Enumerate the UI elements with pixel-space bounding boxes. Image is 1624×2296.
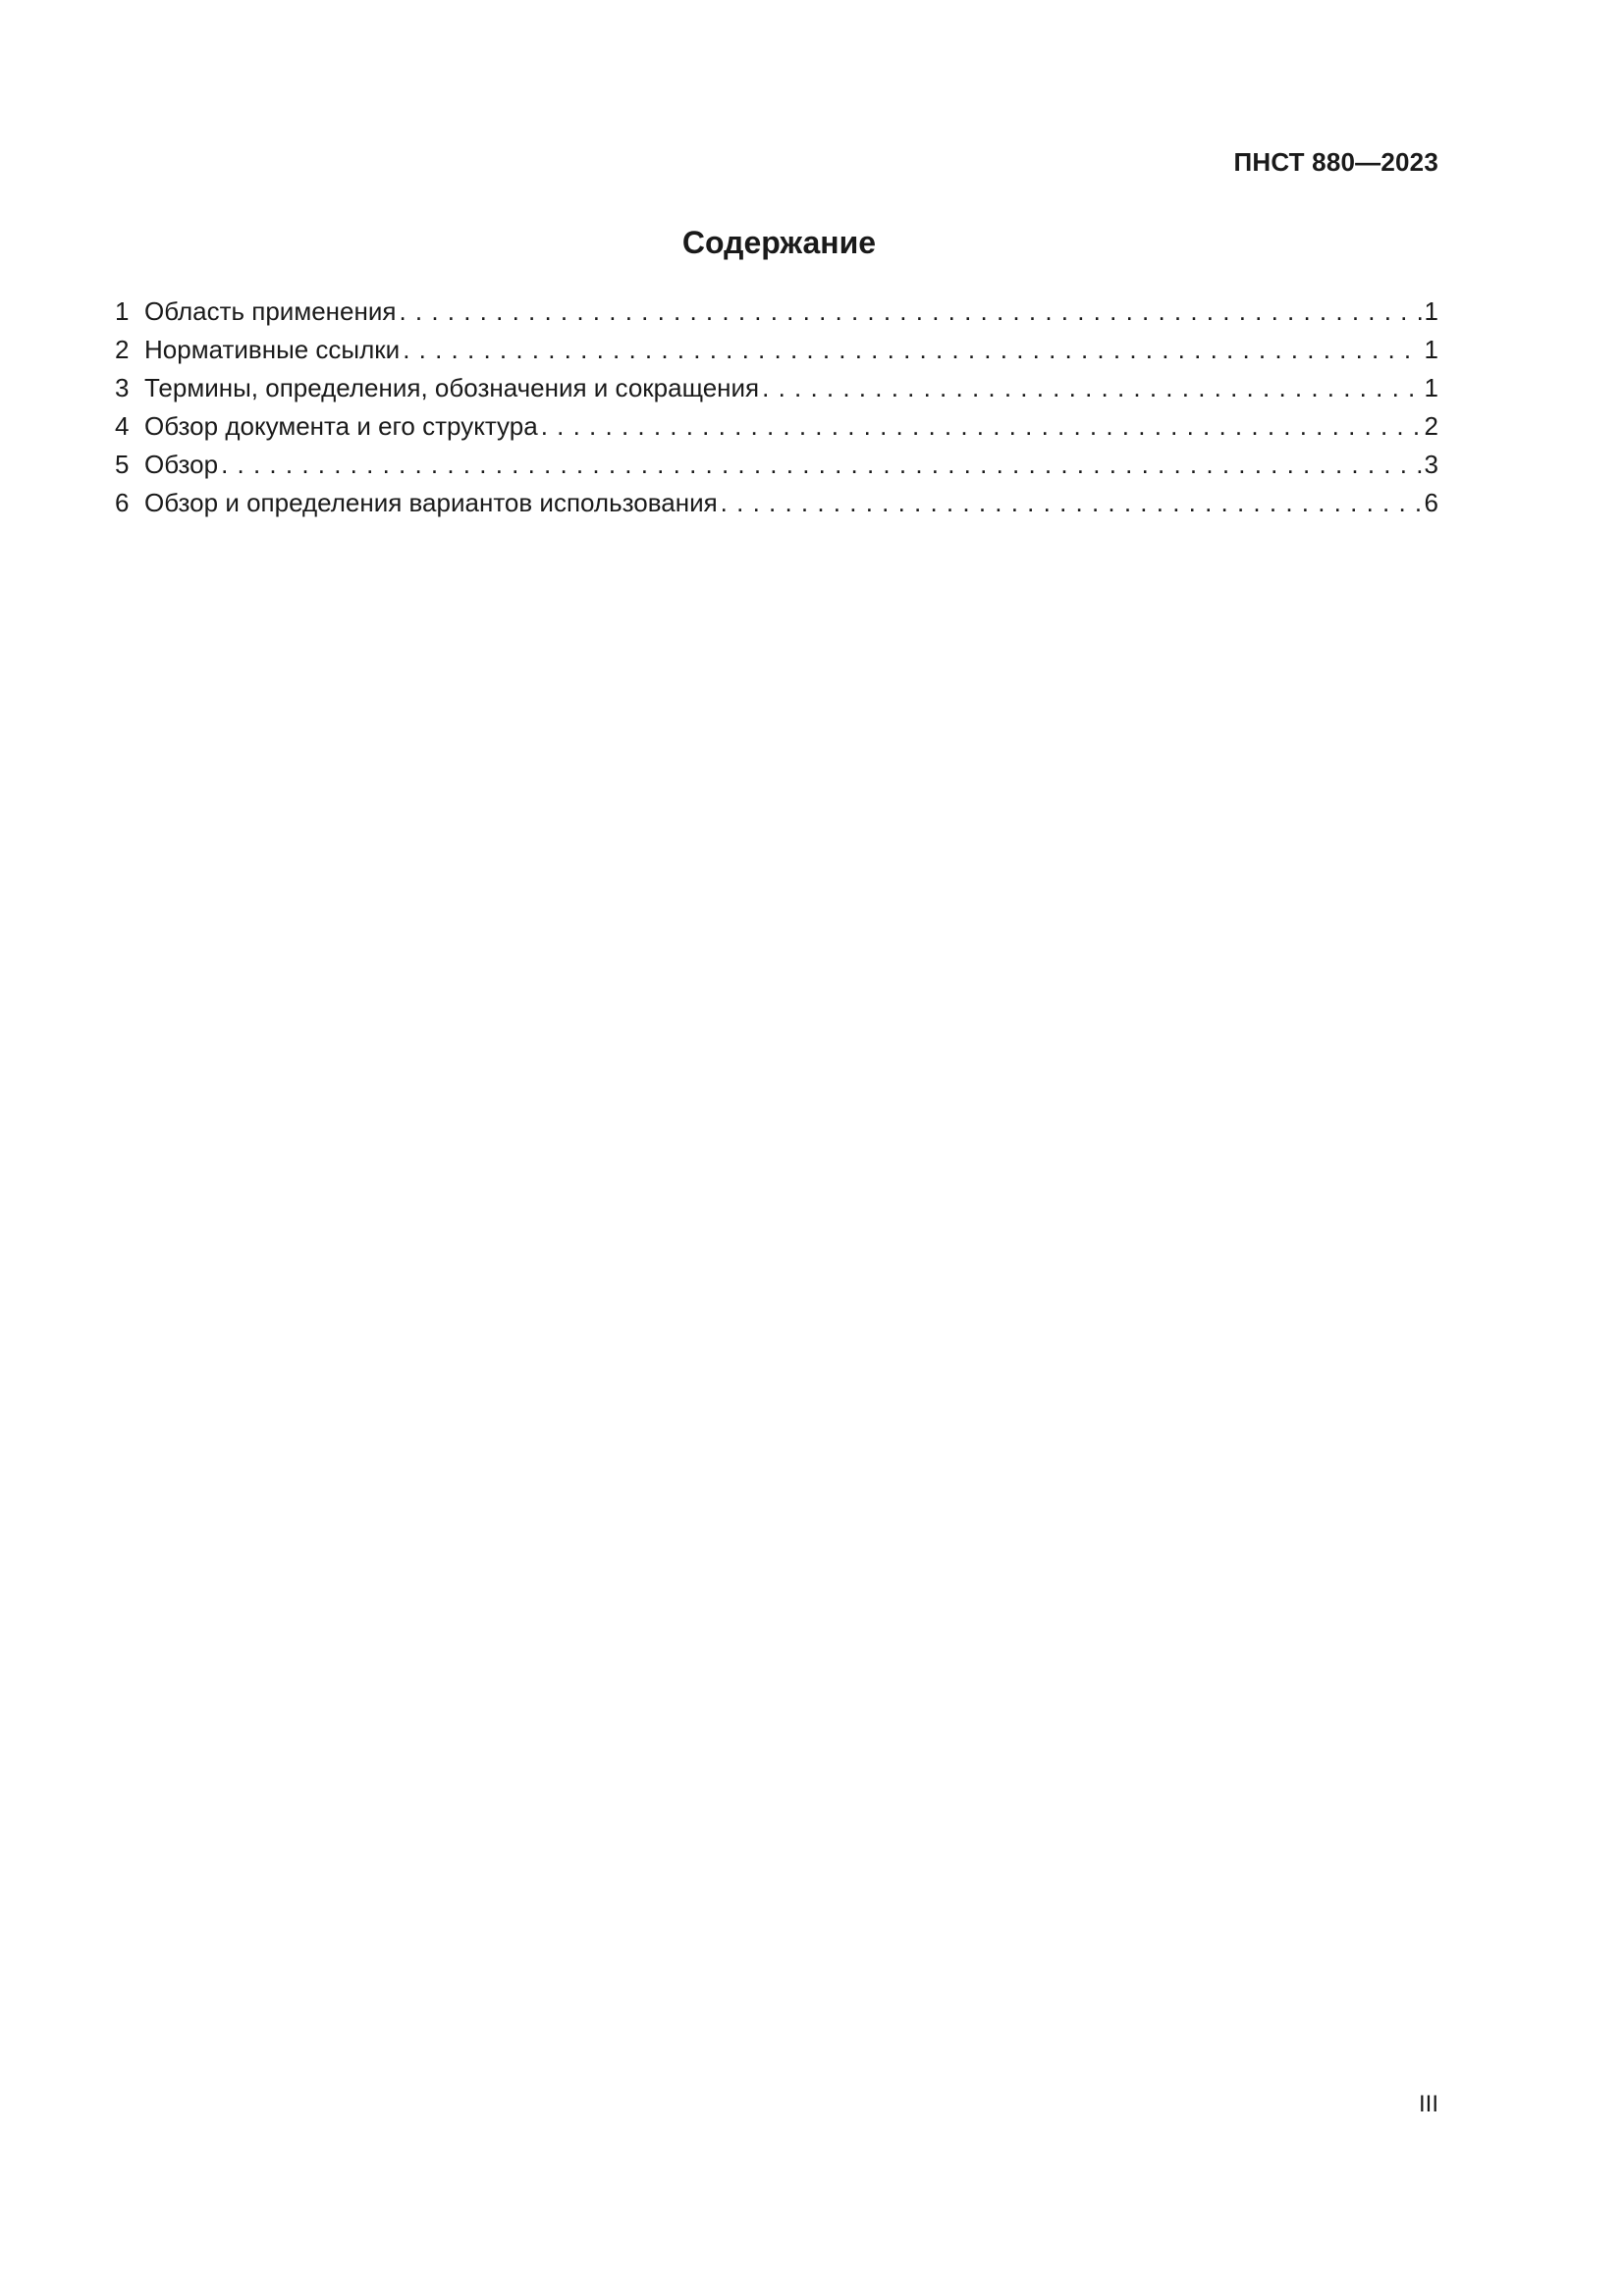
toc-entry-number: 1 xyxy=(115,296,130,326)
page-number: III xyxy=(1418,2091,1438,2117)
toc-entry-number: 6 xyxy=(115,488,130,517)
toc-entry[interactable] xyxy=(115,369,1438,407)
toc-entry[interactable] xyxy=(115,293,1438,331)
toc-dot-leader xyxy=(403,331,1421,369)
toc-entry[interactable] xyxy=(115,484,1438,522)
toc-entry-title: Обзор документа и его структура xyxy=(144,411,538,441)
toc-entry-page: 3 xyxy=(1424,450,1438,479)
toc-entry-page: 1 xyxy=(1424,373,1438,402)
toc-dot-leader xyxy=(541,407,1422,446)
toc-entry-number: 2 xyxy=(115,335,130,364)
table-of-contents xyxy=(115,293,1438,522)
toc-title: Содержание xyxy=(681,225,877,260)
toc-entry[interactable] xyxy=(115,446,1438,484)
toc-entry[interactable] xyxy=(115,407,1438,446)
toc-entry-page: 1 xyxy=(1424,335,1438,364)
toc-entry-title: Обзор xyxy=(144,450,219,479)
toc-entry-number: 5 xyxy=(115,450,130,479)
toc-entry-page: 6 xyxy=(1424,488,1438,517)
toc-entry-title: Термины, определения, обозначения и сокращения xyxy=(144,373,760,402)
toc-dot-leader xyxy=(399,293,1421,331)
toc-dot-leader xyxy=(762,369,1421,407)
toc-entry[interactable] xyxy=(115,331,1438,369)
document-code: ПНСТ 880—2023 xyxy=(1233,147,1438,177)
toc-entry-page: 1 xyxy=(1424,296,1438,326)
toc-dot-leader xyxy=(221,446,1421,484)
toc-entry-title: Нормативные ссылки xyxy=(144,335,401,364)
toc-dot-leader xyxy=(721,484,1422,522)
toc-entry-title: Область применения xyxy=(144,296,397,326)
toc-entry-number: 4 xyxy=(115,411,130,441)
toc-entry-title: Обзор и определения вариантов использования xyxy=(144,488,718,517)
toc-entry-number: 3 xyxy=(115,373,130,402)
toc-entry-page: 2 xyxy=(1424,411,1438,441)
